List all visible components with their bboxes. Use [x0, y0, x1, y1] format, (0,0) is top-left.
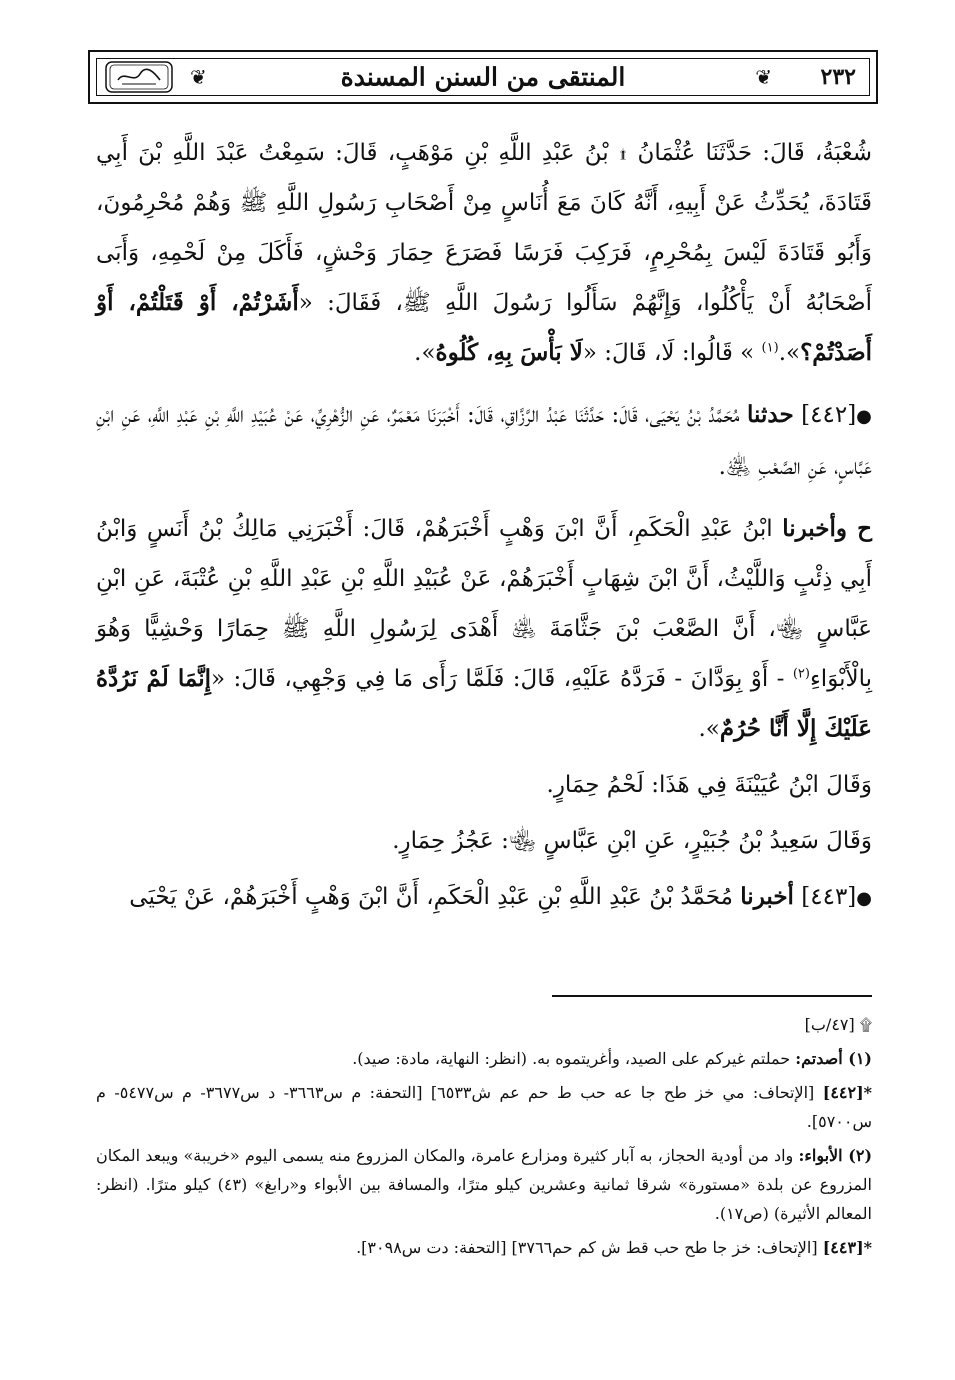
book-seal-logo: [104, 60, 174, 94]
ornament-icon: ❦: [190, 65, 207, 89]
footnote-2: [96, 1141, 872, 1228]
footnotes: [96, 1010, 872, 1267]
bullet-icon: ●: [856, 406, 873, 427]
hadith-quote: أَشَرْتُمْ، أَوْ قَتَلْتُمْ، أَوْ أَصَدْتُمْ؟: [96, 289, 872, 366]
footnote-folio: ۩ [٤٧/ب]: [804, 1015, 872, 1034]
isnad-lead: أخبرنا: [740, 883, 794, 910]
isnad-lead: حدثنا: [747, 401, 794, 428]
text-run: مُحَمَّدُ بْنُ يَحْيَى، قَالَ: حَدَّثَنَا عَبْدُ الرَّزَّاقِ، قَالَ: أَخْبَرَنَا مَعْمَرٌ، عَنِ الزُّهْرِيِّ، عَنْ عُبَيْدِ اللَّهِ بْنِ عَبْدِ اللَّهِ، عَنِ ابْنِ عَبَّاسٍ، عَنِ الصَّعْبِ ﵁.: [96, 402, 872, 480]
paragraph-4: وَقَالَ ابْنُ عُيَيْنَةَ فِي هَذَا: لَحْمُ حِمَارٍ.: [546, 772, 872, 798]
paragraph-hadith-443: [96, 872, 872, 924]
hadith-number: [٤٤٣]: [801, 884, 857, 910]
hadith-quote: لَا بَأْسَ بِهِ، كُلُوهُ: [435, 339, 583, 366]
text-run: ابْنُ عَبْدِ الْحَكَمِ، أَنَّ ابْنَ وَهْبٍ أَخْبَرَهُمْ، قَالَ: أَخْبَرَنِي مَالِكُ بْنُ أَنَسٍ وَابْنُ أَبِي ذِئْبٍ وَاللَّيْثُ، أَنَّ ابْنَ شِهَابٍ أَخْبَرَهُمْ، عَنْ عُبَيْدِ اللَّهِ بْنِ عَبْدِ اللَّهِ بْنِ عُتْبَةَ، عَنِ ابْنِ عَبَّاسٍ ﵄، أَنَّ الصَّعْبَ بْنَ جَثَّامَةَ ﵁ أَهْدَى لِرَسُولِ اللَّهِ ﷺ حِمَارًا وَحْشِيًّا وَهُوَ بِالْأَبْوَاءِ: [96, 516, 872, 692]
hadith-quote: إِنَّمَا لَمْ نَرُدَّهُ عَلَيْكَ إِلَّا أَنَّا حُرُمٌ: [96, 665, 872, 742]
footnote-text: [الإتحاف: مي خز طح جا عه حب ط حم عم ش٦٥٣٣] [التحفة: م س٣٦٦٣- د س٣٦٧٧- م س٥٤٧٧- م س٥٧٠٠].: [96, 1083, 872, 1131]
text-run: ».: [778, 340, 801, 366]
footnote-text: [الإتحاف: خز جا طح حب قط ش كم حم٣٧٦٦] [التحفة: دت س٣٠٩٨].: [356, 1238, 818, 1257]
text-run: شُعْبَةُ، قَالَ: حَدَّثَنَا عُثْمَانُ ۩ بْنُ عَبْدِ اللَّهِ بْنِ مَوْهَبٍ، قَالَ: سَمِعْتُ عَبْدَ اللَّهِ بْنَ أَبِي قَتَادَةَ، يُحَدِّثُ عَنْ أَبِيهِ، أَنَّهُ كَانَ مَعَ أُنَاسٍ مِنْ أَصْحَابِ رَسُولِ اللَّهِ ﷺ وَهُمْ مُحْرِمُونَ، وَأَبُو قَتَادَةَ لَيْسَ بِمُحْرِمٍ، فَرَكِبَ فَرَسًا فَصَرَعَ حِمَارَ وَحْشٍ، فَأَكَلَ مِنْ لَحْمِهِ، وَأَبَى أَصْحَابُهُ أَنْ يَأْكُلُوا، وَإِنَّهُمْ سَأَلُوا رَسُولَ اللَّهِ ﷺ، فَقَالَ: «: [96, 140, 872, 316]
footnote-label: (٢) الأبواء:: [798, 1146, 873, 1165]
footnote-label: *[٤٤٣]: [822, 1238, 872, 1257]
page-number: ٢٣٢: [820, 64, 856, 90]
ornament-icon: ❦: [755, 65, 772, 89]
footnote-1: [96, 1044, 872, 1073]
footnote-marker: (٢): [792, 666, 810, 682]
paragraph-5: وَقَالَ سَعِيدُ بْنُ جُبَيْرٍ، عَنِ ابْنِ عَبَّاسٍ ﵄: عَجُزُ حِمَارٍ.: [392, 828, 872, 854]
footnote-label: (١) أصدتم:: [795, 1049, 872, 1068]
footnote-label: *[٤٤٢]: [822, 1083, 873, 1102]
text-run: - أَوْ بِوَدَّانَ - فَرَدَّهُ عَلَيْهِ، قَالَ: فَلَمَّا رَأَى مَا فِي وَجْهِي، قَالَ: «: [210, 666, 793, 692]
paragraph-hadith-442: [96, 390, 872, 492]
page-header: [88, 50, 878, 104]
footnote-443: [96, 1233, 872, 1262]
footnote-text: حملتم غيركم على الصيد، وأغريتموه به. (انظر: النهاية، مادة: صيد).: [352, 1049, 791, 1068]
isnad-lead: ح وأخبرنا: [782, 515, 873, 542]
page-title: المنتقى من السنن المسندة: [340, 62, 626, 92]
footnote-divider: [552, 995, 872, 997]
text-run: ».: [698, 716, 720, 742]
footnote-442: [96, 1078, 872, 1136]
text-run: ».: [414, 340, 436, 366]
hadith-number: [٤٤٢]: [801, 402, 857, 428]
bullet-icon: ●: [856, 888, 872, 909]
text-run: » قَالُوا: لَا، قَالَ: «: [582, 340, 755, 366]
main-text: [96, 128, 872, 930]
footnote-text: واد من أودية الحجاز، به آبار كثيرة ومزارع عامرة، والمكان المزروع منه يسمى اليوم «خريبة» ويبعد المكان المزروع عن بلدة «مستورة» شرقا ثمانية وعشرين كيلو مترًا، والمسافة بين الأبواء و«رابغ» (٤٣) كيلو مترًا. (انظر: المعالم الأثيرة) (ص١٧).: [96, 1146, 873, 1223]
text-run: مُحَمَّدُ بْنُ عَبْدِ اللَّهِ بْنِ عَبْدِ الْحَكَمِ، أَنَّ ابْنَ وَهْبٍ أَخْبَرَهُمْ، عَنْ يَحْيَى: [129, 884, 733, 910]
paragraph-3: [96, 504, 872, 754]
footnote-marker: (١): [761, 340, 779, 356]
paragraph-1: [96, 128, 872, 378]
